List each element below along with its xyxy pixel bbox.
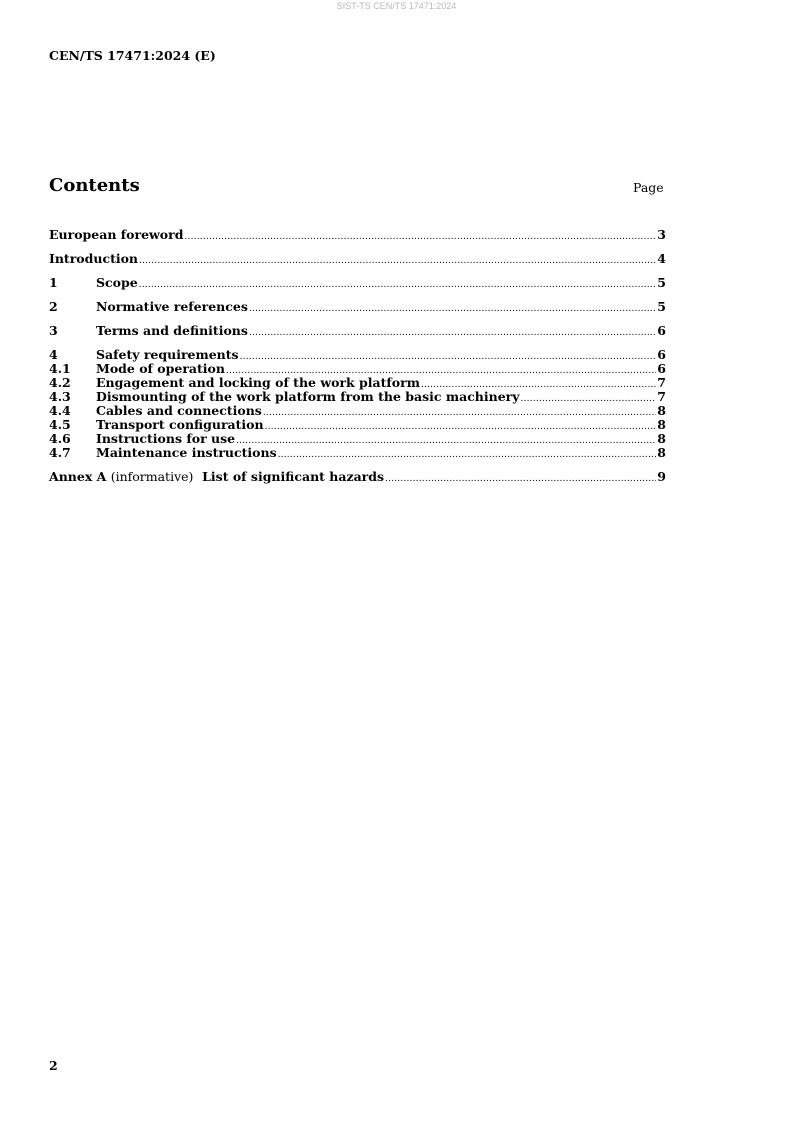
dot-leader [139, 254, 656, 269]
toc-entry-page: 8 [657, 403, 666, 418]
toc-entry-scope[interactable] [49, 275, 666, 290]
dot-leader [263, 406, 656, 421]
annex-label: Annex A [49, 469, 107, 484]
dot-leader [385, 472, 656, 487]
toc-entry-number: 4 [49, 347, 58, 362]
contents-heading: Contents [49, 175, 140, 196]
toc-entry-annex-a[interactable] [49, 469, 666, 484]
toc-entry-number: 4.4 [49, 403, 71, 418]
toc-entry-number: 2 [49, 299, 58, 314]
toc-entry-title: Introduction [49, 251, 139, 266]
page-column-label: Page [633, 180, 664, 195]
toc-entry-title: Instructions for use [96, 431, 236, 446]
toc-entry-page: 7 [657, 375, 666, 390]
toc-entry-normative-references[interactable] [49, 299, 666, 314]
toc-entry-page: 4 [657, 251, 666, 266]
page-number: 2 [49, 1058, 58, 1073]
toc-entry-title: Normative references [96, 299, 248, 314]
toc-entry-page: 6 [657, 347, 666, 362]
toc-entry-title: Maintenance instructions [96, 445, 277, 460]
toc-entry-number: 1 [49, 275, 58, 290]
toc-entry-terms-and-definitions[interactable] [49, 323, 666, 338]
dot-leader [249, 302, 656, 317]
toc-entry-title: Safety requirements [96, 347, 239, 362]
dot-leader [249, 326, 656, 341]
toc-entry-number: 4.3 [49, 389, 71, 404]
toc-entry-number: 4.1 [49, 361, 71, 376]
toc-entry-page: 5 [657, 299, 666, 314]
toc-entry-european-foreword[interactable] [49, 227, 666, 242]
document-reference: CEN/TS 17471:2024 (E) [49, 48, 216, 63]
dot-leader [240, 350, 657, 365]
dot-leader [521, 392, 657, 407]
toc-entry-safety-requirements[interactable] [49, 347, 666, 362]
toc-entry-dismounting[interactable] [49, 389, 666, 404]
toc-entry-title: Scope [96, 275, 138, 290]
table-of-contents [49, 227, 666, 484]
toc-entry-title: Mode of operation [96, 361, 225, 376]
toc-entry-page: 9 [657, 469, 666, 484]
dot-leader [139, 278, 657, 293]
toc-entry-engagement-and-locking[interactable] [49, 375, 666, 390]
toc-entry-number: 4.5 [49, 417, 71, 432]
toc-entry-page: 5 [657, 275, 666, 290]
annex-heading [49, 469, 384, 484]
toc-entry-mode-of-operation[interactable] [49, 361, 666, 376]
dot-leader [265, 420, 657, 435]
dot-leader [236, 434, 656, 449]
toc-entry-page: 3 [657, 227, 666, 242]
toc-entry-title: Terms and definitions [96, 323, 248, 338]
toc-entry-title: Engagement and locking of the work platform [96, 375, 420, 390]
annex-title: List of significant hazards [202, 469, 385, 484]
toc-entry-maintenance-instructions[interactable] [49, 445, 666, 460]
dot-leader [184, 230, 656, 245]
toc-entry-number: 3 [49, 323, 58, 338]
toc-entry-cables-and-connections[interactable] [49, 403, 666, 418]
toc-entry-page: 8 [657, 431, 666, 446]
toc-entry-title: Cables and connections [96, 403, 262, 418]
toc-entry-page: 8 [657, 417, 666, 432]
toc-entry-page: 6 [657, 323, 666, 338]
toc-entry-number: 4.6 [49, 431, 71, 446]
toc-entry-title: Transport configuration [96, 417, 264, 432]
toc-entry-page: 8 [657, 445, 666, 460]
watermark: SIST-TS CEN/TS 17471:2024 [336, 1, 457, 11]
toc-entry-title: Dismounting of the work platform from the basic machinery [96, 389, 520, 404]
toc-entry-title: European foreword [49, 227, 184, 242]
toc-entry-instructions-for-use[interactable] [49, 431, 666, 446]
toc-entry-number: 4.2 [49, 375, 71, 390]
dot-leader [278, 448, 657, 463]
toc-entry-page: 7 [657, 389, 666, 404]
toc-entry-introduction[interactable] [49, 251, 666, 266]
annex-qualifier: (informative) [110, 469, 194, 484]
toc-entry-transport-configuration[interactable] [49, 417, 666, 432]
toc-entry-number: 4.7 [49, 445, 71, 460]
toc-entry-page: 6 [657, 361, 666, 376]
